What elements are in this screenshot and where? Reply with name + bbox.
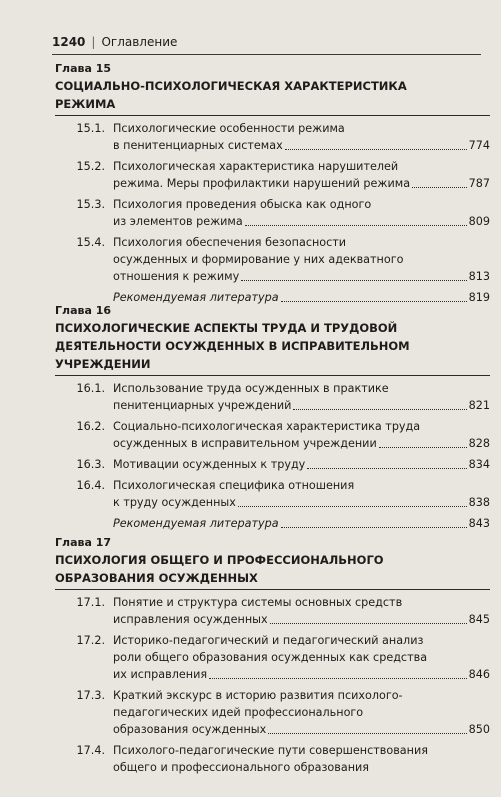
entry-title-line: осужденных в исправительном учреждении — [113, 437, 377, 450]
toc-entry — [55, 196, 490, 230]
entry-title-line: педагогических идей профессионального — [113, 706, 364, 719]
chapter-title-line: РЕЖИМА — [55, 97, 116, 111]
dot-leader — [281, 527, 467, 528]
chapter-label: Глава 17 — [55, 536, 112, 549]
page-header — [52, 30, 481, 54]
dot-leader — [293, 409, 466, 410]
entry-last-line — [113, 666, 490, 683]
entry-title-line: роли общего образования осужденных как средства — [113, 651, 428, 664]
header-separator: | — [91, 35, 96, 49]
toc-entry — [55, 120, 490, 154]
entry-title-line: исправления осужденных — [113, 613, 268, 626]
dot-leader — [209, 678, 467, 679]
entry-body — [113, 418, 490, 452]
toc-entry — [55, 594, 490, 628]
chapter-rule — [55, 115, 490, 116]
entry-title-line: Краткий экскурс в историю развития психолого- — [113, 689, 403, 702]
entry-title-line: Психолого-педагогические пути совершенствования — [113, 744, 428, 757]
entry-last-line — [113, 456, 490, 473]
toc-entry — [55, 380, 490, 414]
entry-number: 16.1. — [76, 382, 105, 395]
header-section: Оглавление — [101, 35, 178, 49]
entry-page: 828 — [468, 437, 490, 450]
dot-leader — [270, 623, 467, 624]
entry-last-line — [113, 494, 490, 511]
entry-last-line — [113, 137, 490, 154]
literature-entry — [55, 515, 490, 532]
entry-number: 17.2. — [76, 634, 105, 647]
entry-page: 838 — [468, 496, 490, 509]
entry-number: 17.4. — [76, 744, 105, 757]
entry-last-line — [113, 175, 490, 192]
entry-title-line: Понятие и структура системы основных средств — [113, 596, 403, 609]
toc-entry — [55, 742, 490, 776]
dot-leader — [241, 280, 466, 281]
dot-leader — [412, 187, 467, 188]
entry-page: 809 — [468, 215, 490, 228]
entry-title-line: осужденных и формирование у них адекватного — [113, 253, 404, 266]
chapter-title-line: УЧРЕЖДЕНИИ — [55, 357, 151, 371]
page-number: 1240 — [52, 35, 86, 49]
entry-body — [113, 594, 490, 628]
dot-leader — [307, 468, 466, 469]
entry-last-line — [113, 397, 490, 414]
entry-body — [113, 456, 490, 473]
chapter-title-line: ПСИХОЛОГИЧЕСКИЕ АСПЕКТЫ ТРУДА И ТРУДОВОЙ — [55, 321, 398, 335]
toc-entry — [55, 632, 490, 683]
entry-title-line: в пенитенциарных системах — [113, 139, 283, 152]
entry-number: 15.3. — [76, 198, 105, 211]
entry-page: 846 — [468, 668, 490, 681]
entry-title-line: образования осужденных — [113, 723, 267, 736]
dot-leader — [281, 301, 467, 302]
entry-title-line: их исправления — [113, 668, 208, 681]
entry-title-line: Психологическая характеристика нарушителей — [113, 160, 399, 173]
dot-leader — [268, 733, 466, 734]
chapter-label: Глава 16 — [55, 304, 112, 317]
entry-body — [113, 234, 490, 285]
entry-last-line — [113, 759, 490, 776]
entry-title-line: Психологическая специфика отношения — [113, 479, 355, 492]
dot-leader — [285, 149, 467, 150]
entry-title-line: пенитенциарных учреждений — [113, 399, 292, 412]
literature-body — [113, 515, 490, 532]
entry-number: 15.2. — [76, 160, 105, 173]
dot-leader — [379, 447, 467, 448]
entry-title-line: отношения к режиму — [113, 270, 240, 283]
chapter-rule — [55, 375, 490, 376]
chapter-title-line: ПСИХОЛОГИЯ ОБЩЕГО И ПРОФЕССИОНАЛЬНОГО — [55, 553, 384, 567]
chapter-15 — [55, 62, 490, 310]
chapter-title — [55, 319, 490, 373]
chapter-title — [55, 77, 490, 113]
toc-entry — [55, 418, 490, 452]
entry-body — [113, 120, 490, 154]
chapter-title-line: ДЕЯТЕЛЬНОСТИ ОСУЖДЕННЫХ В ИСПРАВИТЕЛЬНОМ — [55, 339, 410, 353]
entry-number: 17.1. — [76, 596, 105, 609]
toc-entry — [55, 234, 490, 285]
literature-page: 843 — [468, 517, 490, 530]
entry-body — [113, 477, 490, 511]
entry-last-line — [113, 435, 490, 452]
entry-page: 850 — [468, 723, 490, 736]
entry-title-line: Психология проведения обыска как одного — [113, 198, 372, 211]
chapter-rule — [55, 589, 490, 590]
entry-number: 16.2. — [76, 420, 105, 433]
entry-body — [113, 196, 490, 230]
chapter-17 — [55, 536, 490, 780]
entry-title-line: Психологические особенности режима — [113, 122, 345, 135]
header-rule — [52, 54, 481, 55]
entry-last-line — [113, 268, 490, 285]
entry-body — [113, 632, 490, 683]
literature-page: 819 — [468, 291, 490, 304]
literature-title: Рекомендуемая литература — [113, 291, 279, 304]
entry-title-line: Мотивации осужденных к труду — [113, 458, 306, 471]
entry-last-line — [113, 611, 490, 628]
literature-title: Рекомендуемая литература — [113, 517, 279, 530]
toc-entry — [55, 456, 490, 473]
chapter-title — [55, 551, 490, 587]
entry-body — [113, 687, 490, 738]
entry-title-line: Историко-педагогический и педагогический анализ — [113, 634, 424, 647]
entry-number: 17.3. — [76, 689, 105, 702]
entry-title-line: к труду осужденных — [113, 496, 236, 509]
entry-last-line — [113, 213, 490, 230]
entry-page: 787 — [468, 177, 490, 190]
entry-body — [113, 742, 490, 776]
entry-title-line: Психология обеспечения безопасности — [113, 236, 347, 249]
entry-title-line: общего и профессионального образования — [113, 761, 370, 774]
entry-number: 16.4. — [76, 479, 105, 492]
entry-last-line — [113, 721, 490, 738]
toc-entry — [55, 477, 490, 511]
entry-body — [113, 158, 490, 192]
dot-leader — [245, 225, 467, 226]
entry-number: 15.1. — [76, 122, 105, 135]
entry-page: 774 — [468, 139, 490, 152]
entry-page: 821 — [468, 399, 490, 412]
entry-title-line: режима. Меры профилактики нарушений режима — [113, 177, 411, 190]
literature-indent — [55, 515, 113, 532]
entry-page: 834 — [468, 458, 490, 471]
entry-page: 813 — [468, 270, 490, 283]
entry-title-line: Социально-психологическая характеристика труда — [113, 420, 421, 433]
dot-leader — [238, 506, 467, 507]
chapter-label: Глава 15 — [55, 62, 112, 75]
entry-title-line: из элементов режима — [113, 215, 243, 228]
entry-number: 15.4. — [76, 236, 105, 249]
chapter-title-line: ОБРАЗОВАНИЯ ОСУЖДЕННЫХ — [55, 571, 258, 585]
entry-number: 16.3. — [76, 458, 105, 471]
literature-line — [113, 515, 490, 532]
chapter-16 — [55, 304, 490, 536]
toc-entry — [55, 687, 490, 738]
entry-page: 845 — [468, 613, 490, 626]
entry-title-line: Использование труда осужденных в практике — [113, 382, 389, 395]
toc-entry — [55, 158, 490, 192]
entry-body — [113, 380, 490, 414]
chapter-title-line: СОЦИАЛЬНО-ПСИХОЛОГИЧЕСКАЯ ХАРАКТЕРИСТИКА — [55, 79, 407, 93]
